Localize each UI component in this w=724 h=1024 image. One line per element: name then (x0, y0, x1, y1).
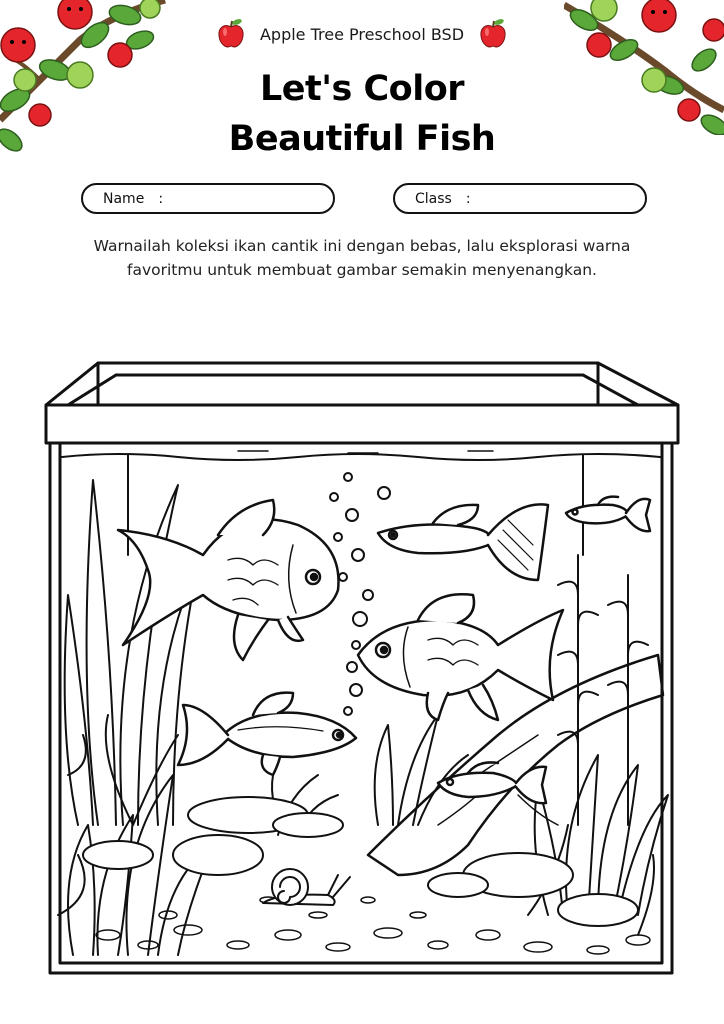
header (0, 14, 724, 54)
title-line-2: Beautiful Fish (228, 119, 496, 159)
title-line-1: Let's Color (259, 69, 465, 109)
name-separator: : (158, 190, 164, 207)
name-label: Name (103, 190, 145, 207)
school-row (0, 14, 724, 54)
school-name: Apple Tree Preschool BSD (259, 24, 465, 44)
name-field[interactable] (81, 183, 335, 214)
apple-icon (478, 18, 508, 50)
page-title (0, 64, 724, 164)
class-label: Class (415, 190, 452, 207)
class-field[interactable] (393, 183, 647, 214)
instructions-line-1: Warnailah koleksi ikan cantik ini dengan bebas, lalu eksplorasi warna (93, 237, 631, 255)
instructions-line-2: favoritmu untuk membuat gambar semakin menyenangkan. (127, 261, 597, 279)
aquarium-coloring-illustration (38, 355, 682, 980)
apple-icon (216, 18, 246, 50)
instructions (40, 234, 684, 282)
class-separator: : (465, 190, 471, 207)
